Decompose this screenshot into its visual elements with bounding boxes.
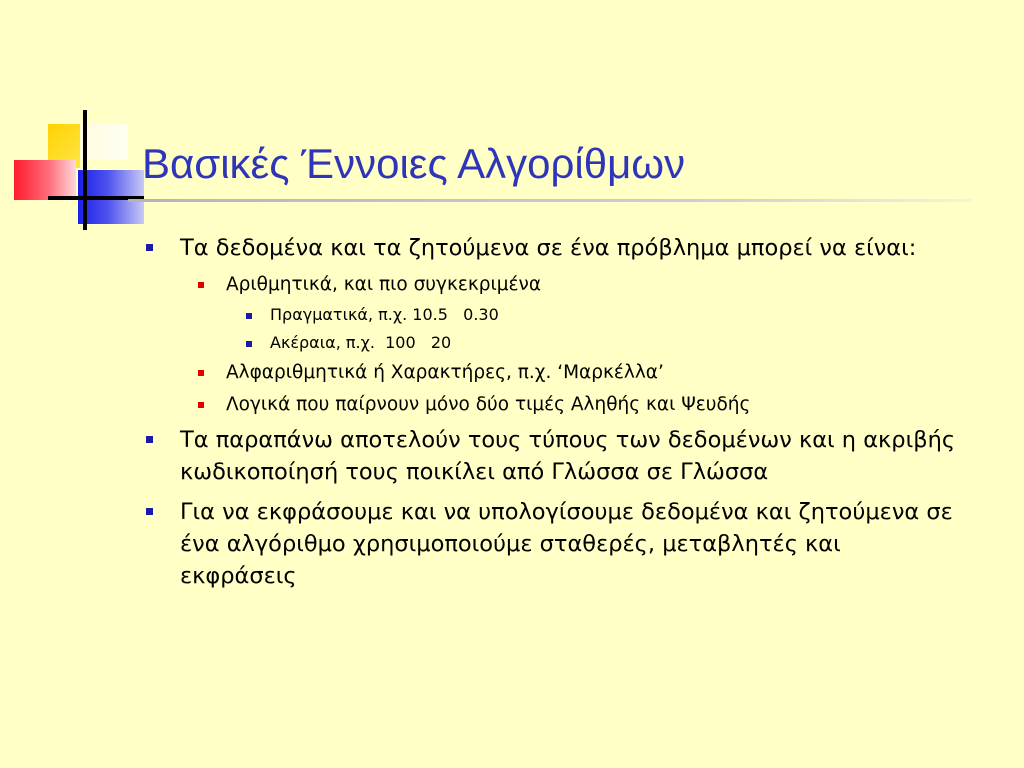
bullet-level3 bbox=[144, 304, 964, 326]
bullet-level1 bbox=[144, 424, 964, 488]
logo-vertical-line bbox=[83, 110, 87, 230]
bullet-text: Τα δεδομένα και τα ζητούμενα σε ένα πρόβλημα μπορεί να είναι: bbox=[180, 235, 917, 261]
bullet-square-icon bbox=[146, 436, 153, 443]
bullet-square-icon bbox=[146, 244, 153, 251]
logo-red-square bbox=[14, 160, 76, 200]
bullet-level2 bbox=[144, 360, 964, 386]
decorative-logo bbox=[0, 0, 150, 240]
bullet-text: Για να εκφράσουμε και να υπολογίσουμε δεδομένα και ζητούμενα σε ένα αλγόριθμο χρησιμοποιούμε σταθερές, μεταβλητές και εκφράσεις bbox=[180, 499, 953, 589]
bullet-square-icon bbox=[198, 282, 204, 288]
bullet-text: Αλφαριθμητικά ή Χαρακτήρες, π.χ. ‘Μαρκέλλα’ bbox=[226, 362, 664, 383]
slide-title: Βασικές Έννοιες Αλγορίθμων bbox=[142, 140, 686, 187]
bullet-square-icon bbox=[198, 370, 204, 376]
bullet-square-icon bbox=[198, 402, 204, 408]
bullet-level2 bbox=[144, 392, 964, 418]
logo-yellow-fade-square bbox=[80, 124, 128, 160]
bullet-level2 bbox=[144, 272, 964, 298]
bullet-level3 bbox=[144, 332, 964, 354]
bullet-text: Πραγματικά, π.χ. 10.5 0.30 bbox=[270, 305, 499, 324]
bullet-square-icon bbox=[146, 508, 153, 515]
bullet-text: Λογικά που παίρνουν μόνο δύο τιμές Αληθής και Ψευδής bbox=[226, 394, 751, 415]
slide-content bbox=[144, 232, 964, 600]
bullet-group-1 bbox=[144, 232, 964, 418]
bullet-level1 bbox=[144, 496, 964, 592]
bullet-text: Τα παραπάνω αποτελούν τους τύπους των δεδομένων και η ακριβής κωδικοποίησή τους ποικίλει από Γλώσσα σε Γλώσσα bbox=[180, 427, 956, 485]
title-divider bbox=[128, 199, 972, 202]
bullet-square-icon bbox=[246, 313, 252, 319]
bullet-level1 bbox=[144, 232, 964, 264]
bullet-text: Αριθμητικά, και πιο συγκεκριμένα bbox=[226, 274, 542, 295]
bullet-text: Ακέραια, π.χ. 100 20 bbox=[270, 333, 452, 352]
bullet-square-icon bbox=[246, 341, 252, 347]
